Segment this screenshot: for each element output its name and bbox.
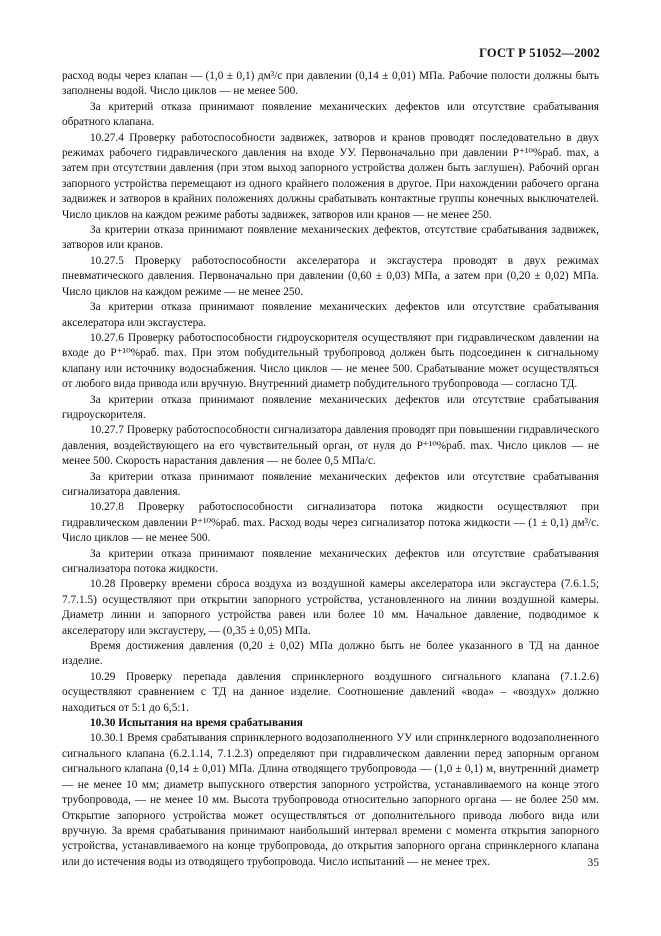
paragraph: За критерии отказа принимают появление механических дефектов или отсутствие срабатывания гидроускорителя. [62, 393, 599, 421]
paragraph: 10.27.8 Проверку работоспособности сигнализатора потока жидкости осуществляют при гидравлическом давлении P⁺¹⁰%раб. max. Расход воды через сигнализатор потока жидкости — (1 ± 0,1) дм³/с. Число циклов — не менее 500. [62, 501, 599, 545]
paragraph: 10.27.7 Проверку работоспособности сигнализатора давления проводят при повышении гидравлического давления, воздействующего на его чувствительный орган, от нуля до P⁺¹⁰%раб. max. Число циклов — не менее 500. Скорость нарастания давления — не более 0,5 МПа/с. [62, 424, 599, 468]
page-number: 35 [587, 857, 599, 869]
paragraph: 10.27.4 Проверку работоспособности задвижек, затворов и кранов проводят последовательно в двух режимах рабочего гидравлического давления на входе УУ. Первоначально при давлении P⁺¹⁰%раб. max, а затем при отсутствии давления (при этом выход запорного устройства должен быть заглушен). Рабочий орган запорного устройства перемещают из одного крайнего положения в другое. При нахождении рабочего органа задвижек и затворов в крайних положениях должны срабатывать контактные группы конечных выключателей. Число циклов на каждом режиме работы задвижек, затворов или кранов — не менее 250. [62, 131, 599, 221]
paragraph: За критерии отказа принимают появление механических дефектов, отсутствие срабатывания задвижек, затворов или кранов. [62, 224, 599, 252]
paragraph: 10.28 Проверку времени сброса воздуха из воздушной камеры акселератора или эксгаустера (7.6.1.5; 7.7.1.5) осуществляют при открытии запорного устройства, установленного на линии воздушной камеры. Диаметр линии и запорного устройства равен или более 10 мм. Начальное давление, подводимое к акселератору или эксгаустеру, — (0,35 ± 0,05) МПа. [62, 578, 599, 637]
paragraph: 10.29 Проверку перепада давления спринклерного воздушного сигнального клапана (7.1.2.6) осуществляют сравнением с ТД на данное изделие. Соотношение давлений «вода» – «воздух» должно находиться от 5:1 до 6,5:1. [62, 670, 599, 714]
paragraph: За критерий отказа принимают появление механических дефектов или отсутствие срабатывания обратного клапана. [62, 100, 599, 129]
paragraph: За критерии отказа принимают появление механических дефектов или отсутствие срабатывания акселератора или эксгаустера. [62, 301, 599, 329]
document-header: ГОСТ Р 51052—2002 [479, 46, 600, 60]
paragraph: За критерии отказа принимают появление механических дефектов или отсутствие срабатывания сигнализатора давления. [62, 470, 599, 498]
paragraph: Время достижения давления (0,20 ± 0,02) МПа должно быть не более указанного в ТД на данное изделие. [62, 640, 599, 668]
paragraph: 10.27.6 Проверку работоспособности гидроускорителя осуществляют при гидравлическом давлении на входе до P⁺¹⁰%раб. max. При этом побудительный трубопровод должен быть подсоединен к сигнальному клапану или источнику водоснабжения. Число циклов — не менее 500. Срабатывание может осуществляться от любого вида привода или вручную. Внутренний диаметр побудительного трубопровода — согласно ТД. [62, 331, 599, 391]
section-heading: 10.30 Испытания на время срабатывания [90, 717, 303, 730]
paragraph: 10.27.5 Проверку работоспособности акселератора и эксгаустера проводят в двух режимах пневматического давления. Первоначально при давлении (0,60 ± 0,03) МПа, а затем при (0,20 ± 0,02) МПа. Число циклов на каждом режиме — не менее 250. [62, 254, 599, 298]
page-body [62, 69, 599, 870]
paragraph: расход воды через клапан — (1,0 ± 0,1) дм³/с при давлении (0,14 ± 0,01) МПа. Рабочие полости должны быть заполнены водой. Число циклов — не менее 500. [62, 70, 599, 98]
paragraph: За критерии отказа принимают появление механических дефектов или отсутствие срабатывания сигнализатора потока жидкости. [62, 547, 599, 575]
paragraph: 10.30.1 Время срабатывания спринклерного водозаполненного УУ или спринклерного водозаполненного сигнального клапана (6.2.1.14, 7.1.2.3) определяют при гидравлическом давлении перед запорным органом сигнального клапана (0,14 ± 0,01) МПа. Длина отводящего трубопровода — (1,0 ± 0,1) м, внутренний диаметр — не менее 10 мм; диаметр выпускного отверстия запорного устройства, устанавливаемого на конце этого трубопровода, — не менее 10 мм. Высота трубопровода относительно запорного органа — не более 250 мм. Открытие запорного устройства может осуществляться от дополнительного привода любого вида или вручную. За время срабатывания принимают наибольший интервал времени с момента открытия запорного устройства, устанавливаемого на конце трубопровода, до открытия запорного органа спринклерного клапана или до истечения воды из отводящего трубопровода. Число испытаний — не менее трех. [62, 732, 599, 868]
